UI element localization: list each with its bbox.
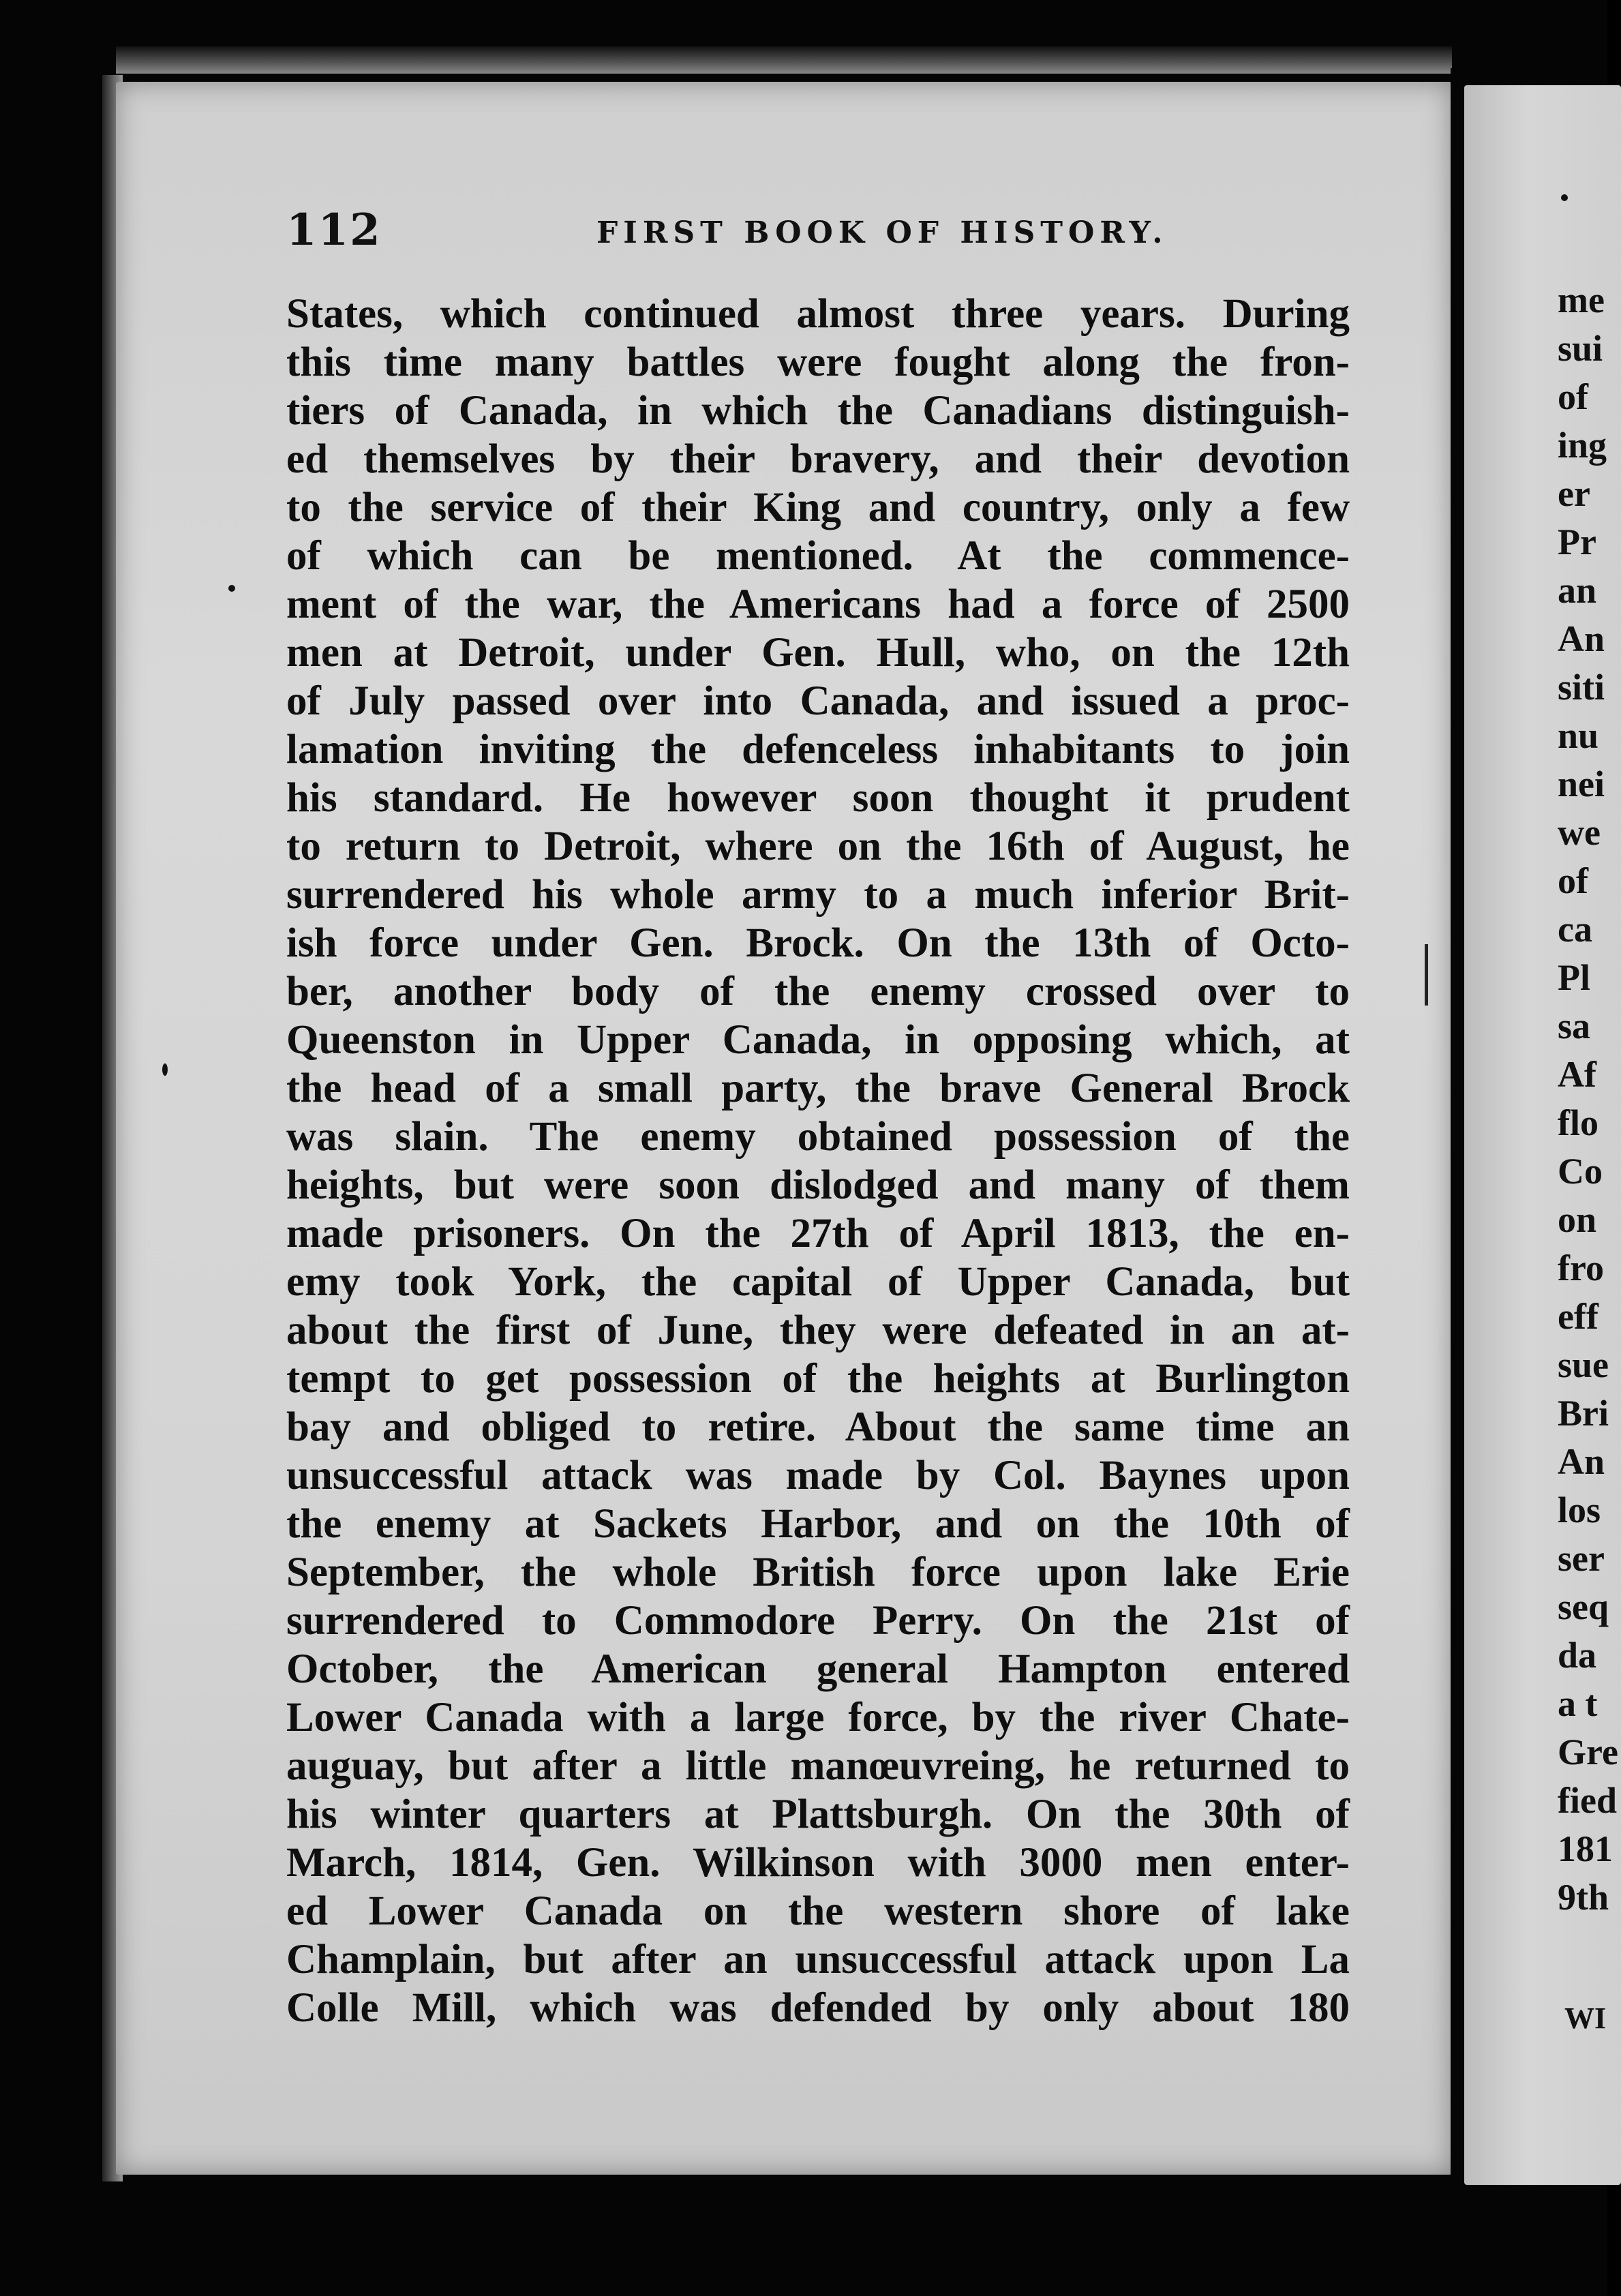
speck-mark	[1561, 194, 1568, 201]
text-line: States, which continued almost three years. During	[286, 291, 1350, 337]
text-line: the enemy at Sackets Harbor, and on the 10th of	[286, 1501, 1350, 1547]
text-line: to return to Detroit, where on the 16th of August, he	[286, 824, 1350, 869]
right-page-fragment: nei	[1558, 764, 1605, 804]
text-line: about the first of June, they were defeated in an at-	[286, 1308, 1350, 1353]
right-page-fragment: of	[1558, 376, 1588, 417]
right-page-fragment: Pr	[1558, 522, 1596, 562]
right-page-fragment: siti	[1558, 667, 1605, 708]
text-line: made prisoners. On the 27th of April 1813, the en-	[286, 1211, 1350, 1256]
text-line: surrendered to Commodore Perry. On the 21st of	[286, 1598, 1350, 1644]
right-page-fragment: nu	[1558, 715, 1599, 756]
page-number: 112	[286, 205, 382, 256]
text-line: ed Lower Canada on the western shore of lake	[286, 1888, 1350, 1934]
right-page-fragment: ca	[1558, 909, 1592, 950]
right-page-fragment: we	[1558, 812, 1601, 853]
text-line: of July passed over into Canada, and issued a proc-	[286, 678, 1350, 724]
right-page-fragment: da	[1558, 1635, 1597, 1676]
right-page-fragment: 9th	[1558, 1877, 1609, 1918]
right-page-fragment: of	[1558, 860, 1588, 901]
text-line: this time many battles were fought along the fron-	[286, 339, 1350, 385]
text-line: of which can be mentioned. At the commence-	[286, 533, 1350, 579]
right-page-fragment: flo	[1558, 1102, 1599, 1143]
right-page-fragment: eff	[1558, 1296, 1599, 1337]
right-page-fragment: 181	[1558, 1828, 1613, 1869]
right-page-fragment: fro	[1558, 1248, 1604, 1288]
right-page-fragment: seq	[1558, 1586, 1609, 1627]
right-page-fragment: sue	[1558, 1344, 1609, 1385]
text-line: surrendered his whole army to a much inferior Brit-	[286, 872, 1350, 918]
text-line: September, the whole British force upon lake Erie	[286, 1550, 1350, 1595]
right-page-fragment: sui	[1558, 328, 1603, 369]
text-line: the head of a small party, the brave General Brock	[286, 1066, 1350, 1111]
right-page-fragment: Co	[1558, 1151, 1603, 1192]
right-page-fragment: Pl	[1558, 957, 1590, 998]
text-line: lamation inviting the defenceless inhabitants to join	[286, 727, 1350, 772]
text-line: tiers of Canada, in which the Canadians distinguish-	[286, 388, 1350, 434]
text-line: ment of the war, the Americans had a force of 2500	[286, 581, 1350, 627]
speck-mark	[228, 585, 235, 592]
text-line: ed themselves by their bravery, and their devotion	[286, 436, 1350, 482]
text-line: October, the American general Hampton entered	[286, 1646, 1350, 1692]
running-head	[286, 205, 1350, 259]
right-page-fragment: on	[1558, 1199, 1597, 1240]
right-page-fragment: An	[1558, 1441, 1605, 1482]
text-line: bay and obliged to retire. About the same time an	[286, 1404, 1350, 1450]
right-page-fragment: a t	[1558, 1683, 1598, 1724]
right-page-fragment: ing	[1558, 425, 1607, 466]
text-line: March, 1814, Gen. Wilkinson with 3000 men enter-	[286, 1840, 1350, 1886]
speck-mark	[162, 1063, 168, 1076]
book-gutter	[1451, 68, 1466, 2202]
text-line: was slain. The enemy obtained possession of the	[286, 1114, 1350, 1160]
running-title: FIRST BOOK OF HISTORY.	[596, 215, 1168, 250]
text-line: ber, another body of the enemy crossed over to	[286, 969, 1350, 1014]
text-line: men at Detroit, under Gen. Hull, who, on the 12th	[286, 630, 1350, 676]
right-page-fragment: er	[1558, 473, 1590, 514]
right-page-fragment: los	[1558, 1490, 1601, 1530]
body-text	[286, 290, 1350, 2032]
text-line: his standard. He however soon thought it prudent	[286, 775, 1350, 821]
text-line: to the service of their King and country, only a few	[286, 485, 1350, 530]
right-page-fragment: ser	[1558, 1538, 1605, 1579]
page-top-edge	[116, 46, 1452, 74]
right-page-fragment: An	[1558, 618, 1605, 659]
text-line: his winter quarters at Plattsburgh. On the 30th of	[286, 1792, 1350, 1837]
right-page-fragment: Af	[1558, 1054, 1596, 1095]
right-page-fragment: Gre	[1558, 1732, 1618, 1772]
text-line: Champlain, but after an unsuccessful attack upon La	[286, 1937, 1350, 1982]
right-page-fragment: fied	[1558, 1780, 1617, 1821]
text-line: emy took York, the capital of Upper Canada, but	[286, 1259, 1350, 1305]
margin-mark	[1425, 944, 1428, 1006]
text-line: Queenston in Upper Canada, in opposing which, at	[286, 1017, 1350, 1063]
text-line: unsuccessful attack was made by Col. Baynes upon	[286, 1453, 1350, 1498]
right-page-fragment: sa	[1558, 1006, 1591, 1046]
text-line: heights, but were soon dislodged and many of them	[286, 1162, 1350, 1208]
text-line: Lower Canada with a large force, by the river Chate-	[286, 1695, 1350, 1740]
right-page-fragment: Bri	[1558, 1393, 1609, 1434]
right-page-text	[1558, 276, 1618, 1922]
text-line: auguay, but after a little manœuvreing, he returned to	[286, 1743, 1350, 1789]
right-page-fragment: me	[1558, 280, 1605, 320]
right-page-fragment: an	[1558, 570, 1597, 611]
text-line: tempt to get possession of the heights at Burlington	[286, 1356, 1350, 1402]
right-page-bottom-text: WI	[1564, 2002, 1607, 2035]
text-line: Colle Mill, which was defended by only about 180	[286, 1985, 1350, 2031]
text-line: ish force under Gen. Brock. On the 13th of Octo-	[286, 920, 1350, 966]
